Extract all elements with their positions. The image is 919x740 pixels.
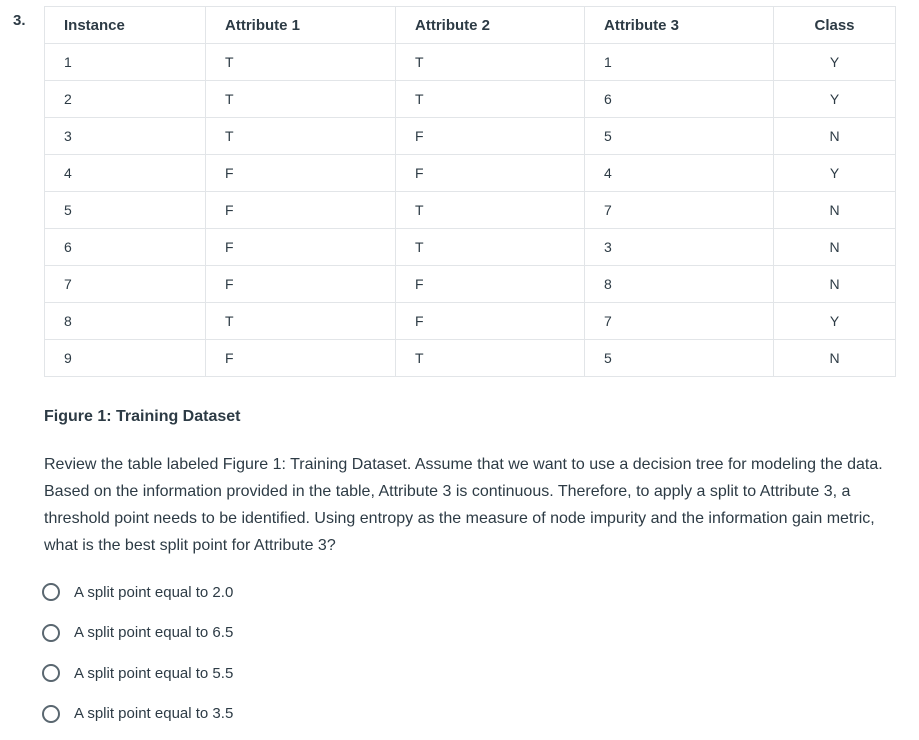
cell-instance: 1 [45, 44, 206, 81]
cell-attribute-2: T [396, 44, 585, 81]
cell-attribute-3: 7 [585, 303, 774, 340]
cell-class: N [774, 118, 896, 155]
answer-label[interactable]: A split point equal to 6.5 [74, 624, 234, 641]
cell-attribute-3: 4 [585, 155, 774, 192]
cell-class: Y [774, 155, 896, 192]
cell-attribute-3: 3 [585, 229, 774, 266]
table-row [45, 266, 896, 303]
cell-attribute-1: F [206, 266, 396, 303]
cell-instance: 9 [45, 340, 206, 377]
cell-instance: 7 [45, 266, 206, 303]
cell-attribute-1: F [206, 340, 396, 377]
figure-caption: Figure 1: Training Dataset [44, 408, 241, 425]
cell-class: N [774, 229, 896, 266]
cell-class: Y [774, 81, 896, 118]
cell-instance: 6 [45, 229, 206, 266]
cell-instance: 5 [45, 192, 206, 229]
cell-attribute-1: T [206, 81, 396, 118]
cell-instance: 2 [45, 81, 206, 118]
cell-attribute-2: T [396, 340, 585, 377]
answer-option-2[interactable] [42, 619, 442, 647]
radio-button[interactable] [42, 583, 60, 601]
cell-instance: 4 [45, 155, 206, 192]
cell-attribute-1: T [206, 118, 396, 155]
question-number: 3. [13, 12, 26, 29]
training-dataset-table [44, 6, 896, 377]
cell-attribute-3: 5 [585, 340, 774, 377]
answer-label[interactable]: A split point equal to 2.0 [74, 583, 234, 601]
header-instance: Instance [45, 7, 206, 44]
cell-attribute-2: F [396, 303, 585, 340]
table-row [45, 81, 896, 118]
cell-attribute-3: 7 [585, 192, 774, 229]
answer-label[interactable]: A split point equal to 5.5 [74, 664, 234, 682]
table-row [45, 229, 896, 266]
cell-attribute-1: T [206, 303, 396, 340]
radio-button[interactable] [42, 664, 60, 682]
cell-class: Y [774, 44, 896, 81]
header-class: Class [774, 7, 896, 44]
question-text: Review the table labeled Figure 1: Training Dataset. Assume that we want to use a decision tree for modeling the data. Based on the information provided in the table, Attribute 3 is continuous. Therefore, to apply a split to Attribute 3, a threshold point needs to be identified. Using entropy as the measure of node impurity and the information gain metric, what is the best split point for Attribute 3? [44, 456, 883, 554]
cell-attribute-3: 1 [585, 44, 774, 81]
cell-attribute-3: 6 [585, 81, 774, 118]
answer-option-3[interactable] [42, 659, 442, 687]
cell-class: Y [774, 303, 896, 340]
cell-attribute-3: 5 [585, 118, 774, 155]
radio-button[interactable] [42, 705, 60, 723]
cell-attribute-2: F [396, 155, 585, 192]
cell-class: N [774, 340, 896, 377]
cell-attribute-1: F [206, 192, 396, 229]
header-attribute-1: Attribute 1 [206, 7, 396, 44]
cell-attribute-2: F [396, 118, 585, 155]
answer-label[interactable]: A split point equal to 3.5 [74, 705, 234, 722]
cell-instance: 3 [45, 118, 206, 155]
cell-class: N [774, 192, 896, 229]
header-attribute-2: Attribute 2 [396, 7, 585, 44]
table-row [45, 118, 896, 155]
radio-button[interactable] [42, 624, 60, 642]
table-row [45, 155, 896, 192]
cell-class: N [774, 266, 896, 303]
cell-attribute-1: T [206, 44, 396, 81]
answer-options [42, 578, 442, 740]
header-attribute-3: Attribute 3 [585, 7, 774, 44]
answer-option-1[interactable] [42, 578, 442, 606]
cell-instance: 8 [45, 303, 206, 340]
cell-attribute-2: T [396, 229, 585, 266]
cell-attribute-1: F [206, 229, 396, 266]
cell-attribute-2: F [396, 266, 585, 303]
table-header-row [45, 7, 896, 44]
table-row [45, 44, 896, 81]
table-row [45, 340, 896, 377]
cell-attribute-2: T [396, 192, 585, 229]
cell-attribute-3: 8 [585, 266, 774, 303]
answer-option-4[interactable] [42, 700, 442, 728]
table-row [45, 192, 896, 229]
cell-attribute-1: F [206, 155, 396, 192]
table-row [45, 303, 896, 340]
cell-attribute-2: T [396, 81, 585, 118]
